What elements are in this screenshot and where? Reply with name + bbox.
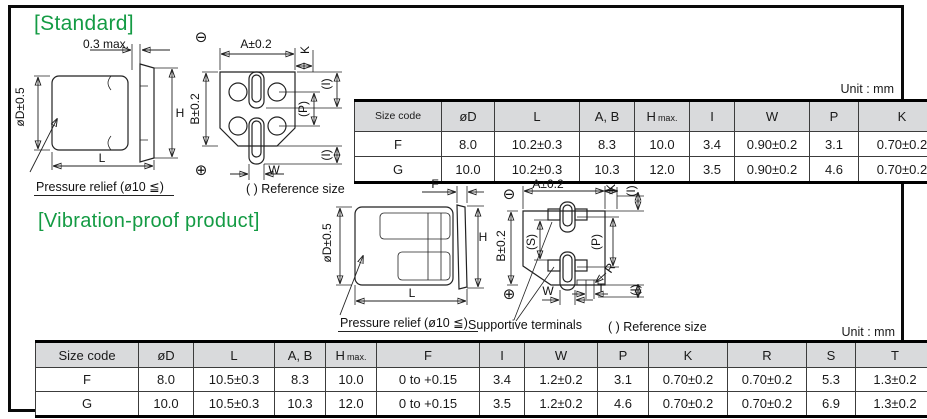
column-header: I xyxy=(690,101,735,132)
dim-label-w: W xyxy=(268,163,280,177)
column-header: F xyxy=(377,342,480,368)
dim-label-length: L xyxy=(98,151,106,165)
dim-label-top-gap: 0.3 max. xyxy=(82,37,130,51)
table-cell: 10.0 xyxy=(442,157,495,183)
column-header: L xyxy=(194,342,275,368)
table-cell: 0.90±0.2 xyxy=(735,157,810,183)
table-cell: 0 to +0.15 xyxy=(377,368,480,392)
table-cell: 0.70±0.2 xyxy=(859,132,927,157)
dim-label-k: K xyxy=(298,45,312,55)
dim-label-b-vib: B±0.2 xyxy=(494,230,508,262)
vibration-dimension-table xyxy=(35,340,927,418)
column-header: K xyxy=(649,342,728,368)
unit-label-standard: Unit : mm xyxy=(840,82,894,96)
dim-label-diameter-vib: øD±0.5 xyxy=(320,223,334,263)
table-cell: 8.0 xyxy=(139,368,194,392)
dim-label-length-vib: L xyxy=(408,286,416,300)
negative-terminal-icon: ⊖ xyxy=(194,29,208,46)
column-header: K xyxy=(859,101,927,132)
table-cell: 10.5±0.3 xyxy=(194,368,275,392)
dim-label-i-bottom-vib: (I) xyxy=(628,284,642,296)
table-cell: 3.5 xyxy=(690,157,735,183)
dim-label-w-vib: W xyxy=(542,284,554,298)
table-cell: 10.0 xyxy=(326,368,377,392)
table-cell: 10.0 xyxy=(139,392,194,417)
dim-label-i-top: (I) xyxy=(319,78,333,90)
vibration-section-heading: [Vibration-proof product] xyxy=(38,210,260,232)
table-cell: 3.4 xyxy=(480,368,525,392)
standard-dimension-table xyxy=(354,99,927,184)
column-header-suffix: max. xyxy=(657,113,678,123)
table-cell: F xyxy=(36,368,139,392)
column-header: W xyxy=(525,342,598,368)
dim-label-a: A±0.2 xyxy=(240,37,272,51)
dim-label-i-top-vib: (I) xyxy=(624,185,638,197)
table-cell: 1.3±0.2 xyxy=(856,368,927,392)
reference-size-note-standard: ( ) Reference size xyxy=(246,182,345,196)
table-cell: G xyxy=(36,392,139,417)
header-row xyxy=(355,101,927,132)
table-cell: 3.5 xyxy=(480,392,525,417)
table-row xyxy=(36,392,927,417)
column-header: S xyxy=(807,342,856,368)
dim-label-i-bottom: (I) xyxy=(319,149,333,161)
positive-terminal-icon-vib: ⊕ xyxy=(502,286,516,303)
column-header: øD xyxy=(442,101,495,132)
column-header: I xyxy=(480,342,525,368)
table-cell: 4.6 xyxy=(598,392,649,417)
column-header: W xyxy=(735,101,810,132)
column-header: Size code xyxy=(36,342,139,368)
dim-label-k-vib: K xyxy=(604,183,618,193)
table-cell: 12.0 xyxy=(635,157,690,183)
table-cell: 1.2±0.2 xyxy=(525,368,598,392)
column-header: A, B xyxy=(275,342,326,368)
dim-label-f: F xyxy=(431,177,439,191)
table-cell: 10.3 xyxy=(580,157,635,183)
column-header: P xyxy=(598,342,649,368)
column-header: T xyxy=(856,342,927,368)
table-cell: 0.70±0.2 xyxy=(728,368,807,392)
dim-label-diameter: øD±0.5 xyxy=(13,87,27,127)
standard-section-heading: [Standard] xyxy=(34,12,134,35)
positive-terminal-icon: ⊕ xyxy=(194,162,208,179)
table-cell: 1.2±0.2 xyxy=(525,392,598,417)
dim-label-height: H xyxy=(175,106,185,120)
table-cell: 3.1 xyxy=(810,132,859,157)
supportive-terminals-note: Supportive terminals xyxy=(468,318,582,332)
column-header: P xyxy=(810,101,859,132)
table-row xyxy=(355,132,927,157)
table-cell: 8.3 xyxy=(275,368,326,392)
table-cell: 4.6 xyxy=(810,157,859,183)
column-header: L xyxy=(495,101,580,132)
table-cell: 10.0 xyxy=(635,132,690,157)
table-cell: 10.2±0.3 xyxy=(495,132,580,157)
table-cell: 0.70±0.2 xyxy=(649,392,728,417)
column-header: H max. xyxy=(635,101,690,132)
table-cell: 0.70±0.2 xyxy=(728,392,807,417)
column-header: øD xyxy=(139,342,194,368)
column-header: H max. xyxy=(326,342,377,368)
table-cell: 8.0 xyxy=(442,132,495,157)
header-row xyxy=(36,342,927,368)
table-cell: 5.3 xyxy=(807,368,856,392)
table-cell: 12.0 xyxy=(326,392,377,417)
dim-label-p-vib: (P) xyxy=(589,234,603,250)
table-cell: 3.1 xyxy=(598,368,649,392)
dim-label-r: R xyxy=(601,260,619,276)
table-cell: 8.3 xyxy=(580,132,635,157)
column-header-suffix: max. xyxy=(346,351,367,362)
dim-label-b: B±0.2 xyxy=(188,93,202,125)
negative-terminal-icon-vib: ⊖ xyxy=(502,186,516,203)
table-cell: 0.70±0.2 xyxy=(859,157,927,183)
column-header: A, B xyxy=(580,101,635,132)
table-cell: 0.90±0.2 xyxy=(735,132,810,157)
table-cell: 10.2±0.3 xyxy=(495,157,580,183)
dim-label-t: T xyxy=(597,281,605,295)
table-cell: G xyxy=(355,157,442,183)
dim-label-a-vib: A±0.2 xyxy=(532,177,564,191)
pressure-relief-note-vib: Pressure relief (ø10 ≦) xyxy=(338,315,478,332)
table-cell: F xyxy=(355,132,442,157)
reference-size-note-vib: ( ) Reference size xyxy=(608,320,707,334)
table-cell: 6.9 xyxy=(807,392,856,417)
table-cell: 3.4 xyxy=(690,132,735,157)
vibration-bottom-view-drawing xyxy=(498,176,673,341)
table-cell: 10.5±0.3 xyxy=(194,392,275,417)
dim-label-s: (S) xyxy=(524,234,538,250)
column-header: Size code xyxy=(355,101,442,132)
table-cell: 1.3±0.2 xyxy=(856,392,927,417)
table-cell: 0 to +0.15 xyxy=(377,392,480,417)
dim-label-height-vib: H xyxy=(478,230,488,244)
dim-label-p: (P) xyxy=(296,101,310,117)
table-cell: 10.3 xyxy=(275,392,326,417)
table-row xyxy=(36,368,927,392)
column-header: R xyxy=(728,342,807,368)
pressure-relief-note: Pressure relief (ø10 ≦) xyxy=(34,179,174,196)
table-cell: 0.70±0.2 xyxy=(649,368,728,392)
unit-label-vibration: Unit : mm xyxy=(841,325,895,339)
